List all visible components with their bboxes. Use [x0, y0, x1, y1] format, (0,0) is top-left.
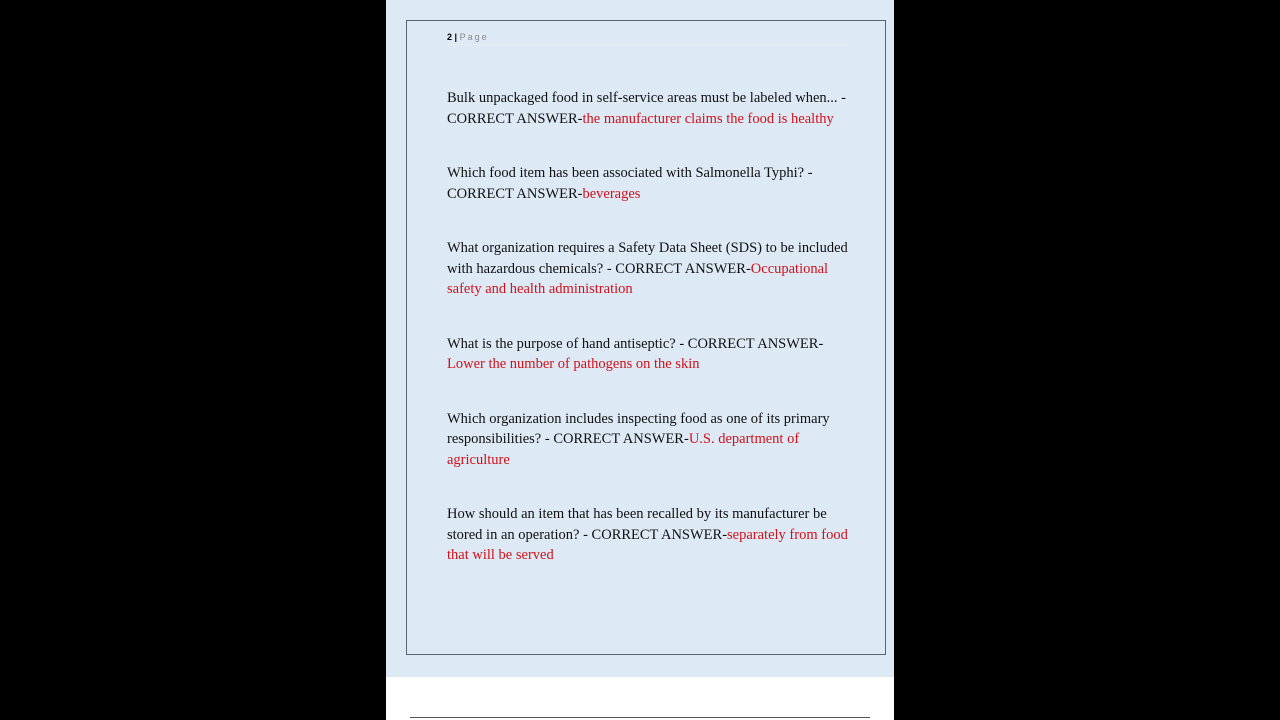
qa-item	[447, 163, 852, 204]
page-number: 2	[447, 32, 453, 42]
qa-item	[447, 88, 852, 129]
qa-list	[447, 88, 852, 600]
answer-text: Occupational safety and health administration	[447, 260, 829, 297]
answer-text: U.S. department of agriculture	[447, 431, 800, 468]
page-divider	[410, 717, 870, 718]
document-page	[386, 0, 894, 677]
qa-item	[447, 238, 852, 300]
question-text: What organization requires a Safety Data Sheet (SDS) to be included with hazardous chemicals? - CORRECT ANSWER-	[447, 240, 848, 277]
question-text: How should an item that has been recalled by its manufacturer be stored in an operation? - CORRECT ANSWER-	[447, 506, 827, 543]
answer-text: the manufacturer claims the food is healthy	[582, 110, 834, 127]
question-text: Which food item has been associated with Salmonella Typhi? - CORRECT ANSWER-	[447, 165, 813, 202]
question-text: Which organization includes inspecting food as one of its primary responsibilities? - CORRECT ANSWER-	[447, 410, 830, 447]
question-text: Bulk unpackaged food in self-service areas must be labeled when... - CORRECT ANSWER-	[447, 90, 847, 127]
answer-text: Lower the number of pathogens on the skin	[447, 356, 700, 372]
page-header	[447, 31, 849, 45]
qa-item	[447, 504, 852, 566]
question-text: What is the purpose of hand antiseptic? - CORRECT ANSWER-	[447, 335, 824, 352]
qa-item	[447, 334, 852, 375]
answer-text: separately from food that will be served	[447, 526, 848, 563]
answer-text: beverages	[582, 185, 641, 202]
next-page	[386, 677, 894, 720]
qa-item	[447, 409, 852, 471]
page-separator: |	[454, 32, 458, 42]
page-label: Page	[459, 32, 489, 42]
